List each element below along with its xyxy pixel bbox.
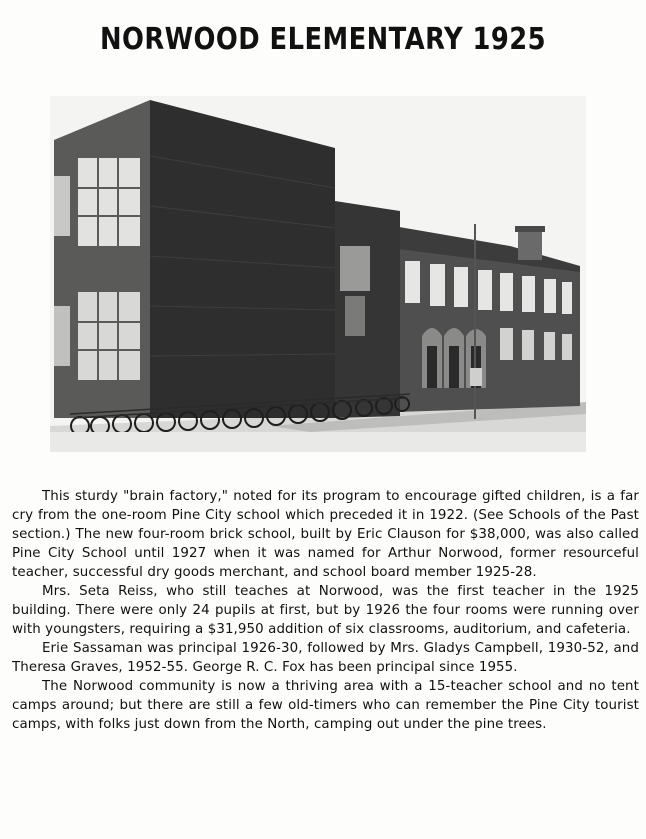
article-body [12,487,639,734]
article-paragraph: Erie Sassaman was principal 1926-30, followed by Mrs. Gladys Campbell, 1930-52, and Theresa Graves, 1952-55. George R. C. Fox has been principal since 1955. [12,641,639,675]
school-photo [50,96,586,452]
school-building-image [50,96,586,452]
article-paragraph: This sturdy "brain factory," noted for its program to encourage gifted children, is a far cry from the one-room Pine City school which preceded it in 1922. (See Schools of the Past section.) The new four-room brick school, built by Eric Clauson for $38,000, was also called Pine City School until 1927 when it was named for Arthur Norwood, former resourceful teacher, successful dry goods merchant, and school board member 1925-28. [12,489,639,580]
article-paragraph: Mrs. Seta Reiss, who still teaches at Norwood, was the first teacher in the 1925 building. There were only 24 pupils at first, but by 1926 the four rooms were running over with youngsters, requiring a $31,950 addition of six classrooms, auditorium, and cafeteria. [12,584,639,637]
article-paragraph: The Norwood community is now a thriving area with a 15-teacher school and no tent camps around; but there are still a few old-timers who can remember the Pine City tourist camps, with folks just down from the North, camping out under the pine trees. [12,679,639,732]
page-title: NORWOOD ELEMENTARY 1925 [99,22,547,57]
